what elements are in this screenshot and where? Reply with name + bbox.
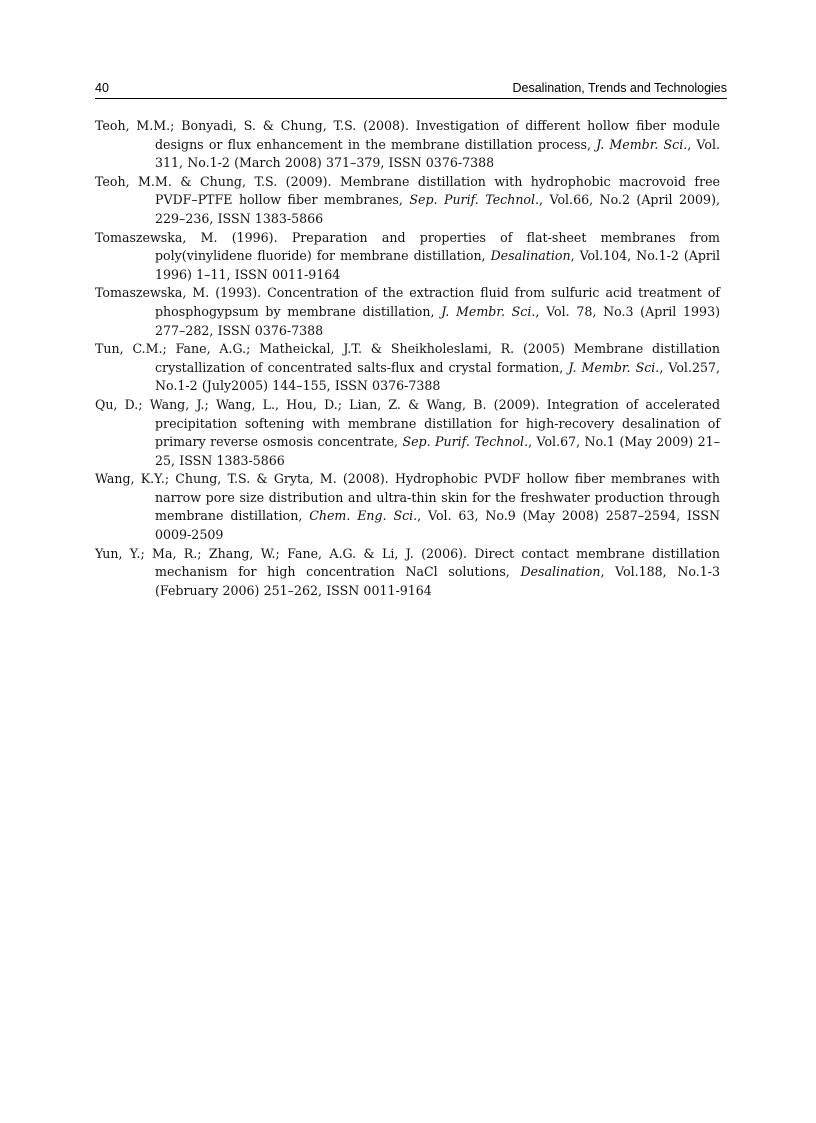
page-header [95,80,727,99]
journal-name: Sep. Purif. Technol [409,192,536,208]
reference-entry: Tun, C.M.; Fane, A.G.; Matheickal, J.T. & Sheikholeslami, R. (2005) Membrane distillation crystallization of concentrated salts-flux and crystal formation, J. Membr. Sci., Vol.257, No.1-2 (July2005) 144–155, ISSN 0376-7388 [95,341,720,394]
reference-entry: Qu, D.; Wang, J.; Wang, L., Hou, D.; Lian, Z. & Wang, B. (2009). Integration of accelerated precipitation softening with membrane distillation for high-recovery desalination of primary reverse osmosis concentrate, Sep. Purif. Technol., Vol.67, No.1 (May 2009) 21–25, ISSN 1383-5866 [95,396,720,468]
journal-name: Desalination [490,248,571,264]
reference-entry: Teoh, M.M. & Chung, T.S. (2009). Membrane distillation with hydrophobic macrovoid free PVDF–PTFE hollow fiber membranes, Sep. Purif. Technol., Vol.66, No.2 (April 2009), 229–236, ISSN 1383-5866 [95,173,720,226]
page-number: 40 [95,81,109,95]
journal-name: J. Membr. Sci. [568,359,660,375]
journal-name: Chem. Eng. Sci. [309,508,418,524]
reference-entry: Tomaszewska, M. (1996). Preparation and properties of flat-sheet membranes from poly(vinylidene fluoride) for membrane distillation, Desalination, Vol.104, No.1-2 (April 1996) 1–11, ISSN 0011-9164 [95,229,721,282]
reference-entry: Wang, K.Y.; Chung, T.S. & Gryta, M. (2008). Hydrophobic PVDF hollow fiber membranes with narrow pore size distribution and ultra-thin skin for the freshwater production through membrane distillation, Chem. Eng. Sci., Vol. 63, No.9 (May 2008) 2587–2594, ISSN 0009-2509 [95,471,720,543]
journal-name: J. Membr. Sci [441,303,532,319]
journal-name: Desalination [520,564,601,580]
running-title: Desalination, Trends and Technologies [512,81,727,95]
reference-entry: Yun, Y.; Ma, R.; Zhang, W.; Fane, A.G. & Li, J. (2006). Direct contact membrane distillation mechanism for high concentration NaCl solutions, Desalination, Vol.188, No.1-3 (February 2006) 251–262, ISSN 0011-9164 [95,545,720,598]
journal-name: J. Membr. Sci. [596,136,688,152]
reference-entry: Teoh, M.M.; Bonyadi, S. & Chung, T.S. (2008). Investigation of different hollow fiber module designs or flux enhancement in the membrane distillation process, J. Membr. Sci., Vol. 311, No.1-2 (March 2008) 371–379, ISSN 0376-7388 [95,118,720,171]
reference-entry: Tomaszewska, M. (1993). Concentration of the extraction fluid from sulfuric acid treatment of phosphogypsum by membrane distillation, J. Membr. Sci., Vol. 78, No.3 (April 1993) 277–282, ISSN 0376-7388 [95,285,720,338]
journal-name: Sep. Purif. Technol [402,434,525,450]
reference-list [95,117,720,600]
